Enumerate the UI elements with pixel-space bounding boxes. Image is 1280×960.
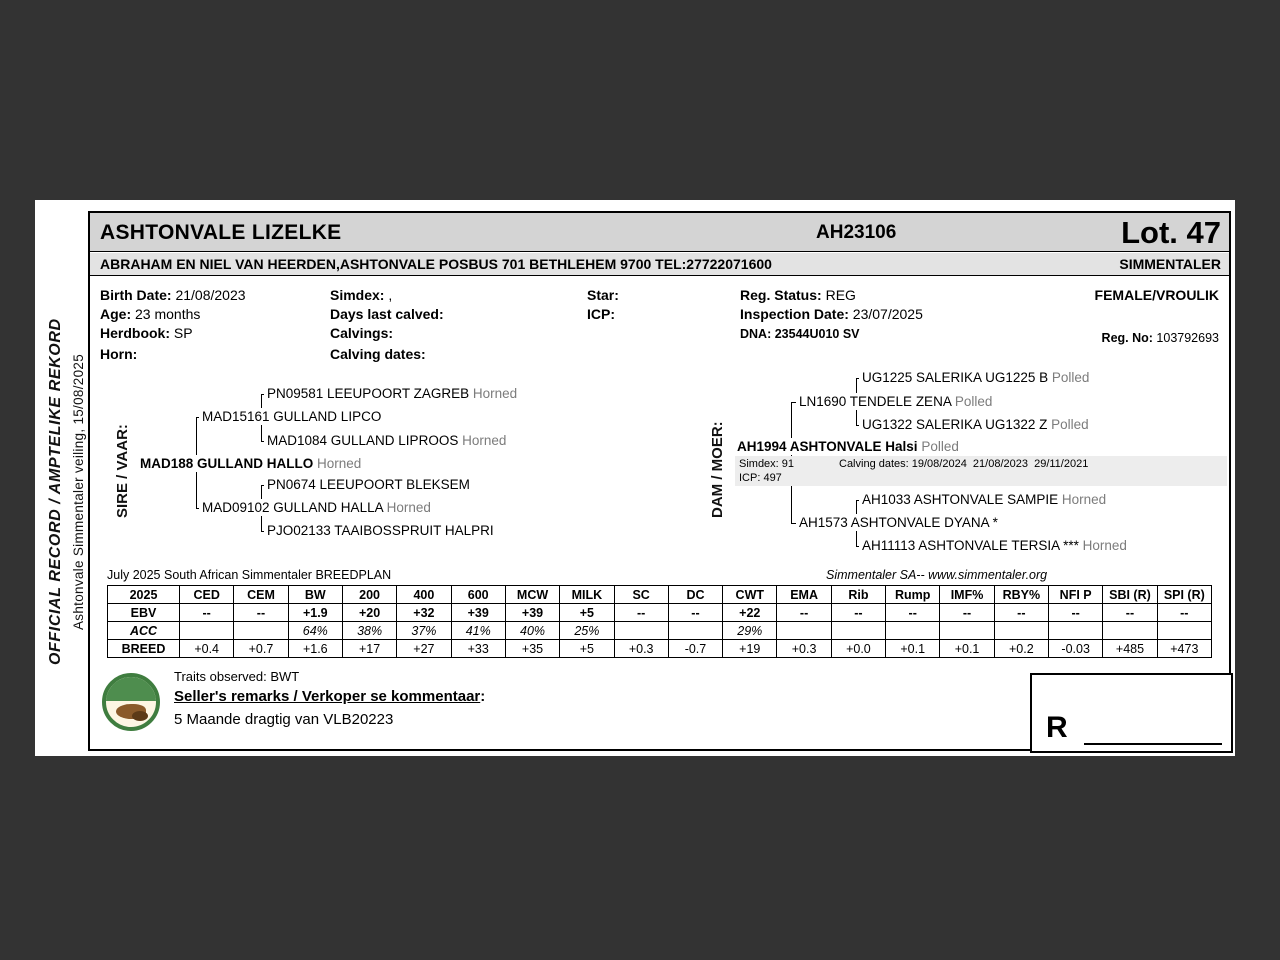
breedplan-col-header: Rump <box>886 586 940 604</box>
dam-icp: ICP: 497 <box>739 472 782 484</box>
breedplan-col-header: Rib <box>831 586 885 604</box>
pedigree-entry-sire-granddam-dam: PJO02133 TAAIBOSSPRUIT HALPRI <box>264 522 497 539</box>
dam-details-highlight <box>735 456 1227 486</box>
pedigree-entry-dam-granddam-sire: AH1033 ASHTONVALE SAMPIE Horned <box>859 491 1109 508</box>
days-last-calved-field: Days last calved: <box>330 306 444 322</box>
traits-observed: Traits observed: BWT <box>174 669 300 684</box>
age-field: Age: 23 months <box>100 306 201 322</box>
pedigree-entry-sire-granddam-sire: PN0674 LEEUPOORT BLEKSEM <box>264 476 473 493</box>
breedplan-col-header: MCW <box>505 586 559 604</box>
breedplan-cell: +19 <box>723 640 777 658</box>
breedplan-cell: +35 <box>505 640 559 658</box>
breedplan-cell: 25% <box>560 622 614 640</box>
breedplan-cell: +0.2 <box>994 640 1048 658</box>
simmentaler-logo-icon <box>102 673 160 731</box>
dna-field: DNA: 23544U010 SV <box>740 327 860 341</box>
dam-calving-dates: Calving dates: 19/08/2024 21/08/2023 29/11/2021 <box>839 458 1089 470</box>
breedplan-cell: -- <box>234 604 288 622</box>
herdbook-field: Herdbook: SP <box>100 325 193 341</box>
inspection-date-field: Inspection Date: 23/07/2025 <box>740 306 923 322</box>
breedplan-cell: +33 <box>451 640 505 658</box>
breedplan-cell: +0.3 <box>777 640 831 658</box>
animal-id: AH23106 <box>816 222 897 243</box>
breedplan-cell: +1.9 <box>288 604 342 622</box>
breedplan-cell: +5 <box>560 640 614 658</box>
breedplan-col-header: CEM <box>234 586 288 604</box>
breedplan-cell: +0.3 <box>614 640 668 658</box>
breedplan-title: July 2025 South African Simmentaler BREEDPLAN <box>107 568 392 582</box>
breedplan-cell <box>1103 622 1157 640</box>
breedplan-col-header: 2025 <box>108 586 180 604</box>
breedplan-cell: -- <box>994 604 1048 622</box>
star-field: Star: <box>587 287 619 303</box>
breedplan-col-header: CWT <box>723 586 777 604</box>
breedplan-cell <box>234 622 288 640</box>
breedplan-cell: -0.03 <box>1049 640 1103 658</box>
breedplan-col-header: 600 <box>451 586 505 604</box>
lot-number: Lot. 47 <box>1121 215 1221 250</box>
pedigree-entry-sire-grandsire-sire: PN09581 LEEUPOORT ZAGREB Horned <box>264 385 520 402</box>
breedplan-cell <box>1157 622 1211 640</box>
pedigree-entry-sire-sire: MAD15161 GULLAND LIPCO <box>199 408 384 425</box>
breedplan-row-label: ACC <box>108 622 180 640</box>
sire-section-label: SIRE / VAAR: <box>114 424 131 518</box>
breedplan-col-header: EMA <box>777 586 831 604</box>
owner-line: ABRAHAM EN NIEL VAN HEERDEN,ASHTONVALE POSBUS 701 BETHLEHEM 9700 TEL:27722071600 <box>100 256 772 272</box>
breedplan-cell: -- <box>668 604 722 622</box>
breedplan-cell <box>831 622 885 640</box>
sex-label: FEMALE/VROULIK <box>1094 287 1219 303</box>
breedplan-cell: +0.7 <box>234 640 288 658</box>
breedplan-col-header: MILK <box>560 586 614 604</box>
pedigree-entry-dam-sire: LN1690 TENDELE ZENA Polled <box>796 393 995 410</box>
breedplan-cell: +0.4 <box>180 640 234 658</box>
breedplan-cell: -0.7 <box>668 640 722 658</box>
dam-simdex: Simdex: 91 <box>739 458 795 470</box>
breedplan-cell: +0.0 <box>831 640 885 658</box>
breedplan-cell: -- <box>614 604 668 622</box>
breedplan-cell: -- <box>886 604 940 622</box>
reg-status-field: Reg. Status: REG <box>740 287 856 303</box>
breedplan-cell <box>886 622 940 640</box>
side-event-label: Ashtonvale Simmentaler veiling, 15/08/2025 <box>71 353 86 630</box>
breedplan-cell: +0.1 <box>886 640 940 658</box>
breedplan-col-header: 200 <box>342 586 396 604</box>
breedplan-cell: +39 <box>505 604 559 622</box>
breedplan-cell: 64% <box>288 622 342 640</box>
pedigree-entry-sire: MAD188 GULLAND HALLO Horned <box>137 455 364 472</box>
breedplan-col-header: DC <box>668 586 722 604</box>
breedplan-row-label: BREED <box>108 640 180 658</box>
breedplan-col-header: NFI P <box>1049 586 1103 604</box>
breedplan-row-label: EBV <box>108 604 180 622</box>
breedplan-col-header: SC <box>614 586 668 604</box>
breedplan-col-header: 400 <box>397 586 451 604</box>
breedplan-cell: +17 <box>342 640 396 658</box>
calvings-field: Calvings: <box>330 325 394 341</box>
birth-date-field: Birth Date: 21/08/2023 <box>100 287 246 303</box>
catalog-page <box>35 200 1235 756</box>
breedplan-col-header: RBY% <box>994 586 1048 604</box>
title-bar <box>90 213 1229 252</box>
animal-name: ASHTONVALE LIZELKE <box>100 221 342 244</box>
breedplan-cell <box>180 622 234 640</box>
pedigree-entry-sire-grandsire-dam: MAD1084 GULLAND LIPROOS Horned <box>264 432 509 449</box>
logo-cow-shape <box>132 711 148 721</box>
breedplan-cell: -- <box>1103 604 1157 622</box>
breedplan-cell: -- <box>777 604 831 622</box>
breedplan-cell <box>668 622 722 640</box>
breedplan-cell: -- <box>1157 604 1211 622</box>
breedplan-table <box>107 585 1212 658</box>
breedplan-cell: 41% <box>451 622 505 640</box>
breedplan-cell: +0.1 <box>940 640 994 658</box>
price-write-in-line <box>1084 743 1222 745</box>
simdex-field: Simdex: , <box>330 287 393 303</box>
breed-label: SIMMENTALER <box>1119 256 1221 272</box>
breedplan-cell <box>1049 622 1103 640</box>
breedplan-col-header: CED <box>180 586 234 604</box>
breedplan-cell: -- <box>831 604 885 622</box>
price-box <box>1030 673 1233 753</box>
breedplan-cell: +1.6 <box>288 640 342 658</box>
owner-bar <box>90 253 1229 276</box>
icp-field: ICP: <box>587 306 615 322</box>
breedplan-cell: -- <box>940 604 994 622</box>
reg-no-field: Reg. No: 103792693 <box>1101 331 1219 345</box>
pedigree-entry-dam-grandsire-dam: UG1322 SALERIKA UG1322 Z Polled <box>859 416 1092 433</box>
breedplan-cell: +20 <box>342 604 396 622</box>
breedplan-cell <box>940 622 994 640</box>
side-official-record-label: OFFICIAL RECORD / AMPTELIKE REKORD <box>47 318 64 665</box>
pedigree-entry-dam-granddam-dam: AH11113 ASHTONVALE TERSIA *** Horned <box>859 537 1130 554</box>
breedplan-cell: +39 <box>451 604 505 622</box>
currency-symbol: R <box>1046 711 1068 744</box>
calving-dates-field: Calving dates: <box>330 346 426 362</box>
pedigree-entry-dam: AH1994 ASHTONVALE Halsi Polled <box>734 438 962 455</box>
breedplan-col-header: IMF% <box>940 586 994 604</box>
breedplan-cell: +27 <box>397 640 451 658</box>
sellers-remarks-heading: Seller's remarks / Verkoper se kommentaar: <box>174 688 486 705</box>
breedplan-cell: +32 <box>397 604 451 622</box>
breedplan-cell: +473 <box>1157 640 1211 658</box>
logo-arc <box>104 675 158 701</box>
sellers-remarks-text: 5 Maande dragtig van VLB20223 <box>174 711 394 728</box>
breedplan-col-header: SBI (R) <box>1103 586 1157 604</box>
pedigree-entry-dam-dam: AH1573 ASHTONVALE DYANA * <box>796 514 1001 531</box>
breedplan-cell: 38% <box>342 622 396 640</box>
breedplan-cell: +5 <box>560 604 614 622</box>
breedplan-col-header: BW <box>288 586 342 604</box>
breedplan-cell: 37% <box>397 622 451 640</box>
pedigree-entry-dam-grandsire-sire: UG1225 SALERIKA UG1225 B Polled <box>859 369 1092 386</box>
breedplan-cell: +485 <box>1103 640 1157 658</box>
breedplan-cell: 29% <box>723 622 777 640</box>
breedplan-cell <box>777 622 831 640</box>
horn-field: Horn: <box>100 346 138 362</box>
breedplan-cell <box>994 622 1048 640</box>
breedplan-cell: -- <box>1049 604 1103 622</box>
breedplan-cell <box>614 622 668 640</box>
breedplan-cell: +22 <box>723 604 777 622</box>
dam-section-label: DAM / MOER: <box>709 421 726 518</box>
animal-record <box>88 211 1231 751</box>
breedplan-col-header: SPI (R) <box>1157 586 1211 604</box>
breedplan-cell: -- <box>180 604 234 622</box>
pedigree-entry-sire-dam: MAD09102 GULLAND HALLA Horned <box>199 499 434 516</box>
breedplan-cell: 40% <box>505 622 559 640</box>
breedplan-source: Simmentaler SA-- www.simmentaler.org <box>826 568 1048 582</box>
